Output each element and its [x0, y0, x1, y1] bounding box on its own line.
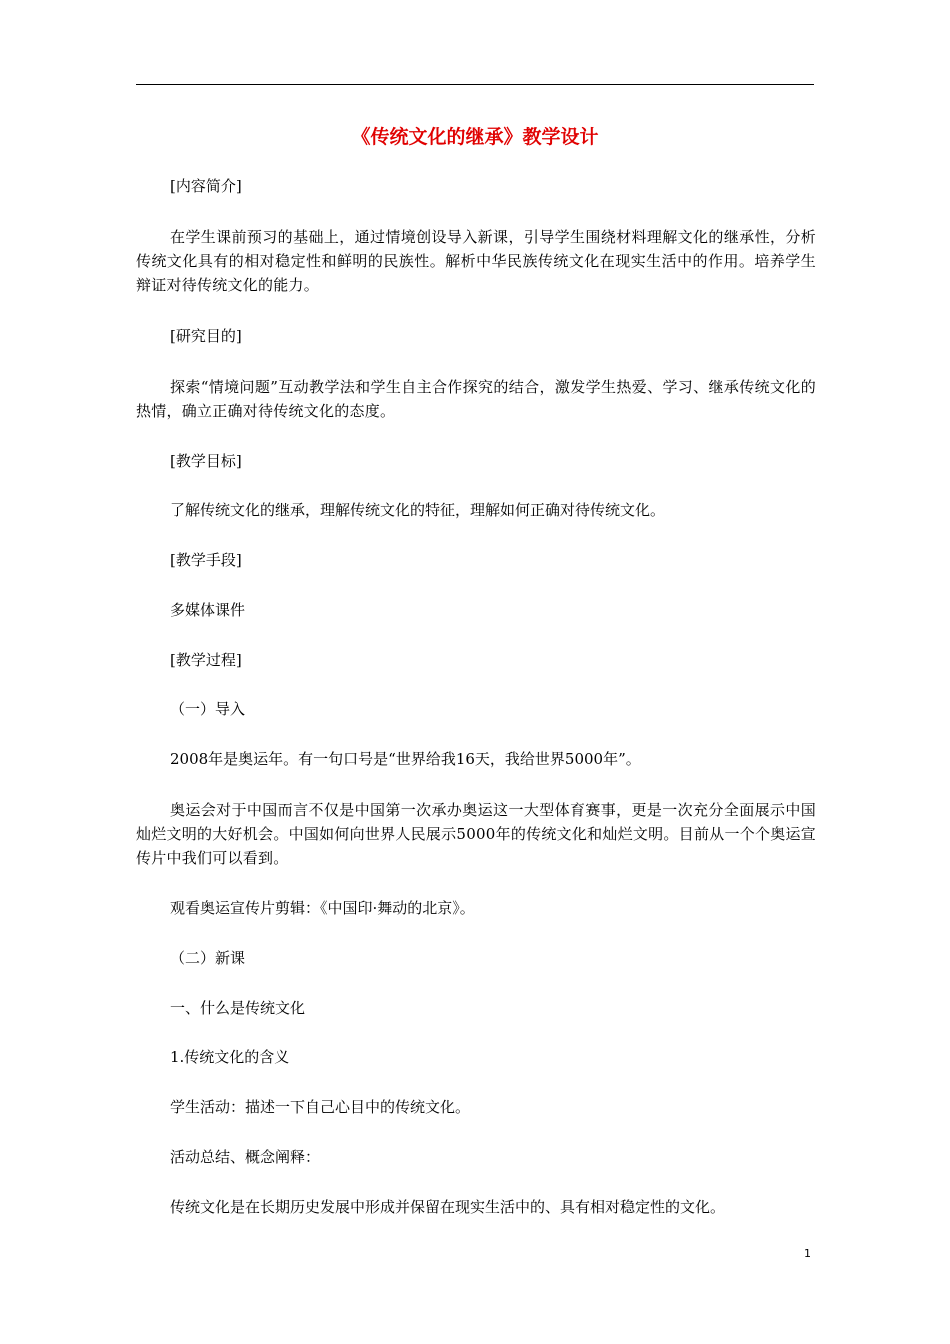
page-number: 1	[804, 1247, 811, 1260]
paragraph-summary-label: 活动总结、概念阐释：	[170, 1148, 321, 1166]
paragraph-purpose: 探索“情境问题”互动教学法和学生自主合作探究的结合，激发学生热爱、学习、继承传统文化的热情，确立正确对待传统文化的态度。	[136, 378, 816, 420]
topic-heading-traditional-culture: 一、什么是传统文化	[170, 999, 306, 1017]
step-heading-intro: （一）导入	[170, 700, 246, 718]
section-heading-goal: [教学目标]	[170, 452, 242, 470]
paragraph-definition: 传统文化是在长期历史发展中形成并保留在现实生活中的、具有相对稳定性的文化。	[170, 1198, 726, 1216]
paragraph-means: 多媒体课件	[170, 601, 246, 619]
document-title: 《传统文化的继承》教学设计	[351, 126, 599, 148]
section-heading-purpose: [研究目的]	[170, 327, 242, 345]
paragraph-olympic-slogan: 2008年是奥运年。有一句口号是“世界给我16天，我给世界5000年”。	[170, 750, 641, 768]
step-heading-new-lesson: （二）新课	[170, 949, 246, 967]
section-heading-intro: [内容简介]	[170, 177, 242, 195]
section-heading-means: [教学手段]	[170, 551, 242, 569]
header-rule	[136, 84, 814, 85]
paragraph-olympic-opportunity: 奥运会对于中国而言不仅是中国第一次承办奥运这一大型体育赛事，更是一次充分全面展示中国灿烂文明的大好机会。中国如何向世界人民展示5000年的传统文化和灿烂文明。目前从一个个奥运宣传片中我们可以看到。	[136, 801, 816, 867]
paragraph-goal: 了解传统文化的继承，理解传统文化的特征，理解如何正确对待传统文化。	[170, 501, 666, 519]
paragraph-watch-video: 观看奥运宣传片剪辑：《中国印·舞动的北京》。	[170, 899, 475, 917]
paragraph-student-activity: 学生活动：描述一下自己心目中的传统文化。	[170, 1098, 471, 1116]
subtopic-heading-meaning: 1.传统文化的含义	[170, 1048, 290, 1066]
paragraph-intro: 在学生课前预习的基础上，通过情境创设导入新课，引导学生围绕材料理解文化的继承性，分析传统文化具有的相对稳定性和鲜明的民族性。解析中华民族传统文化在现实生活中的作用。培养学生辩证对待传统文化的能力。	[136, 228, 816, 294]
section-heading-process: [教学过程]	[170, 651, 242, 669]
